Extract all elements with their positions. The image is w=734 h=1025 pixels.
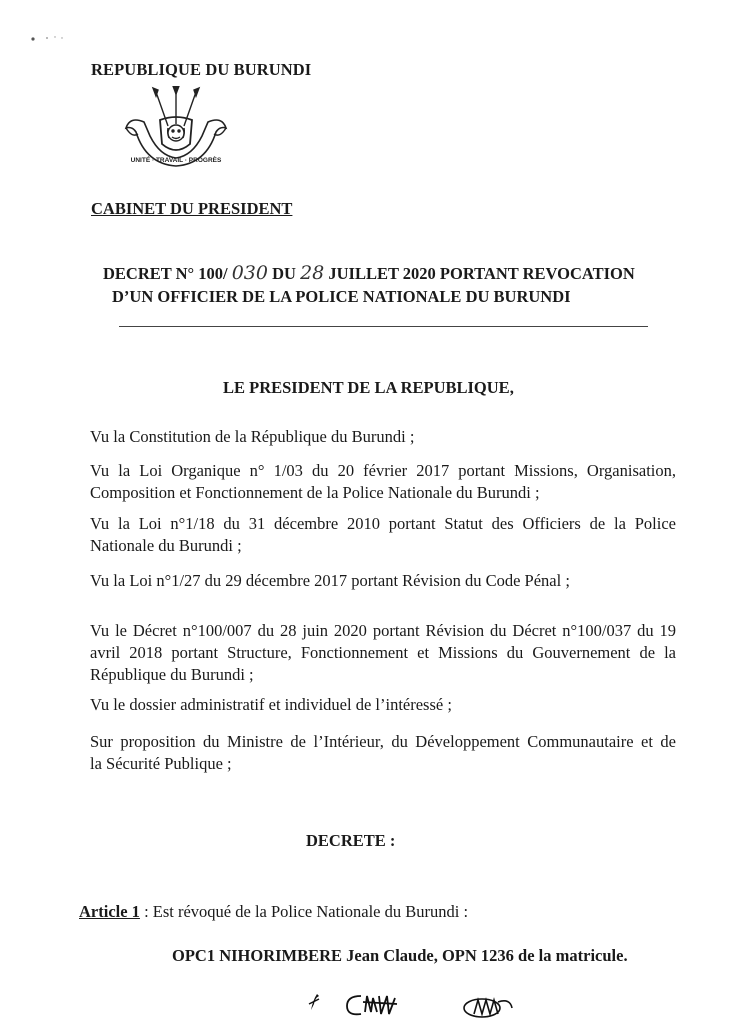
consideration-line: Vu la Constitution de la République du Burundi ; [90, 427, 415, 446]
president-heading: LE PRESIDENT DE LA REPUBLIQUE, [223, 378, 514, 397]
consideration-line: Vu la Loi Organique n° 1/03 du 20 février 2017 portant Missions, Organisation, [90, 461, 676, 480]
article-1-label: Article 1 [79, 902, 140, 921]
coat-of-arms-icon [120, 86, 232, 172]
emblem-motto: UNITÉ · TRAVAIL · PROGRÈS [130, 157, 222, 164]
handwritten-day: 28 [300, 262, 325, 284]
consideration-line: Sur proposition du Ministre de l’Intérieur, du Développement Communautaire et de [90, 732, 676, 751]
decree-title-line2: D’UN OFFICIER DE LA POLICE NATIONALE DU BURUNDI [112, 287, 571, 306]
country-header: REPUBLIQUE DU BURUNDI [91, 60, 312, 79]
consideration-constitution [90, 426, 675, 448]
paraph-2-icon [460, 994, 520, 1020]
decree-title-line1 [103, 262, 635, 284]
consideration-line: Vu la Loi n°1/27 du 29 décembre 2017 portant Révision du Code Pénal ; [90, 571, 570, 590]
consideration-line: Vu le dossier administratif et individuel de l’intéressé ; [90, 695, 452, 714]
decree-prefix: DECRET N° 100/ [103, 264, 228, 283]
consideration-line: République du Burundi ; [90, 665, 254, 684]
consideration-line: Composition et Fonctionnement de la Police Nationale du Burundi ; [90, 483, 540, 502]
consideration-decret-gouvernement [90, 620, 676, 686]
decrete-heading: DECRETE : [306, 831, 396, 850]
consideration-loi-organique [90, 460, 676, 504]
consideration-line: Vu le Décret n°100/007 du 28 juin 2020 portant Révision du Décret n°100/037 du 19 [90, 621, 676, 640]
consideration-proposition-ministre [90, 731, 676, 775]
article-1 [79, 902, 468, 922]
article-1-text: : Est révoqué de la Police Nationale du Burundi : [139, 902, 469, 921]
consideration-dossier [90, 694, 675, 716]
scan-specks [30, 30, 80, 40]
consideration-line: Vu la Loi n°1/18 du 31 décembre 2010 portant Statut des Officiers de la Police [90, 514, 676, 533]
decree-date-rest: JUILLET 2020 PORTANT REVOCATION [328, 264, 635, 283]
paraph-1-icon [343, 990, 403, 1020]
consideration-statut-officiers [90, 513, 676, 557]
consideration-line: avril 2018 portant Structure, Fonctionnement et Missions du Gouvernement de la [90, 643, 676, 662]
handwritten-decree-number: 030 [231, 262, 268, 284]
consideration-line: Nationale du Burundi ; [90, 536, 242, 555]
cabinet-header: CABINET DU PRESIDENT [91, 199, 293, 218]
initial-mark-icon [305, 990, 325, 1014]
consideration-line: la Sécurité Publique ; [90, 754, 232, 773]
revoked-officer: OPC1 NIHORIMBERE Jean Claude, OPN 1236 de la matricule. [172, 946, 628, 965]
decree-du: DU [272, 264, 296, 283]
title-underline-rule [119, 326, 648, 327]
consideration-code-penal [90, 570, 675, 592]
